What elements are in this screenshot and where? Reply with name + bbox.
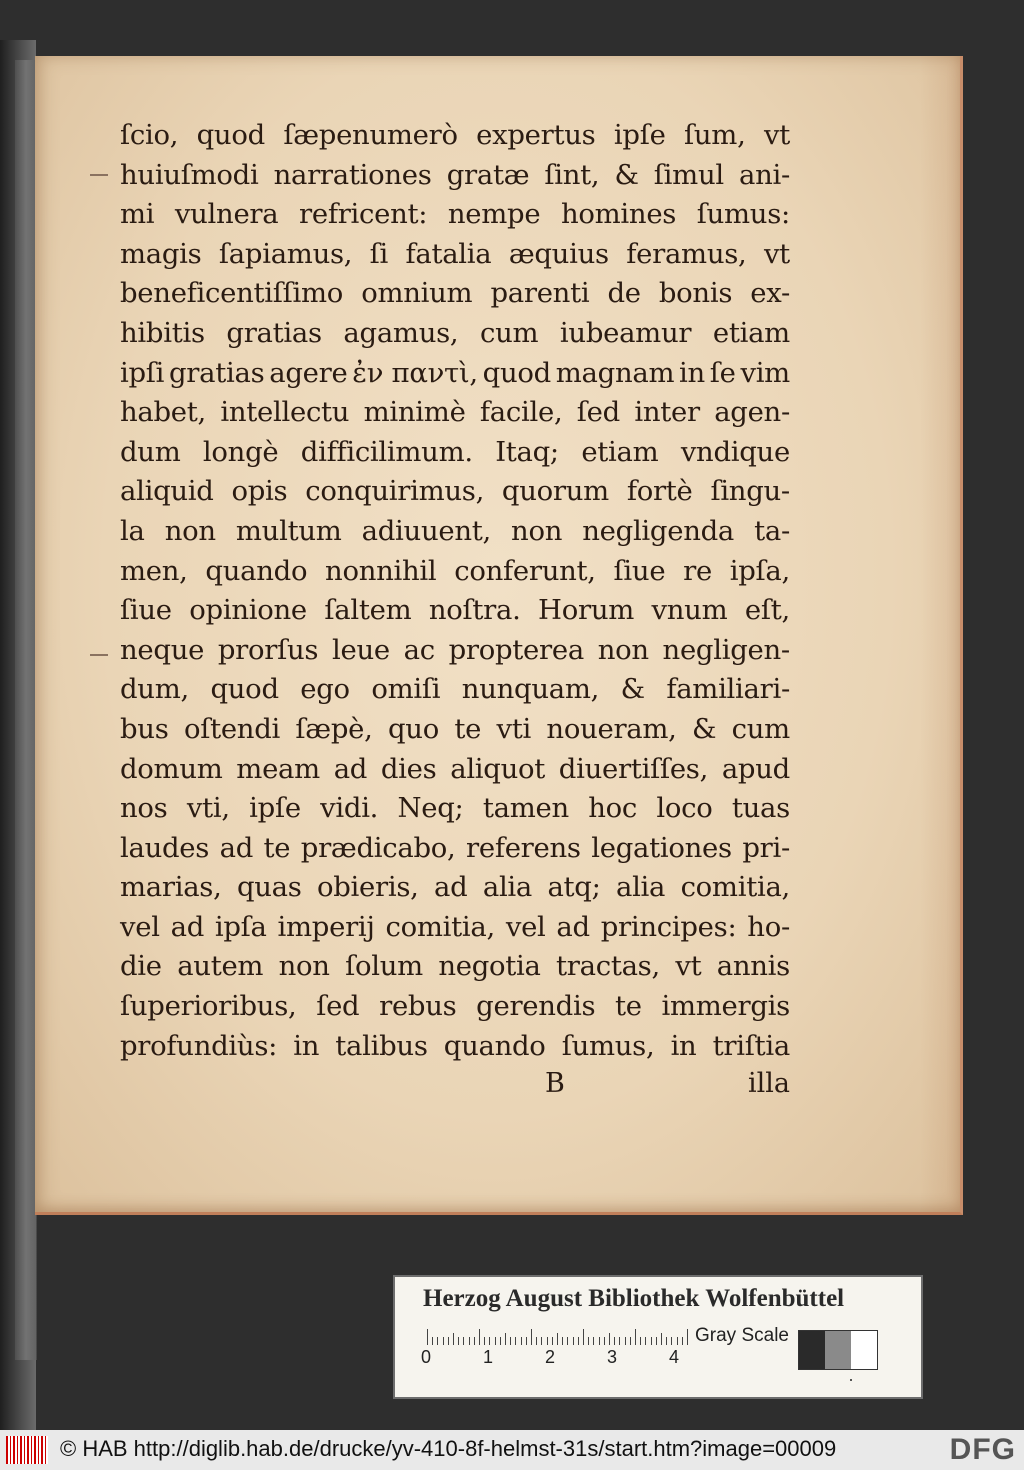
text-word: leue xyxy=(331,633,390,666)
gray-scale-swatches xyxy=(798,1330,878,1370)
text-word: te xyxy=(263,831,291,864)
ruler-tick xyxy=(484,1337,485,1345)
text-word: alia xyxy=(615,871,666,904)
ruler-tick xyxy=(479,1329,480,1345)
text-word: dum, xyxy=(120,673,189,706)
text-word: Neq; xyxy=(397,792,464,825)
text-word: ſingu- xyxy=(710,475,790,508)
text-word: legationes xyxy=(591,831,732,864)
text-line xyxy=(120,195,790,235)
ruler-tick xyxy=(604,1337,605,1345)
text-word: parenti xyxy=(490,277,590,310)
text-word: nempe xyxy=(447,198,541,231)
text-word: habet, xyxy=(120,396,206,429)
ruler-tick xyxy=(651,1337,652,1345)
text-word: Itaq; xyxy=(495,435,559,468)
text-word: marias, xyxy=(120,871,222,904)
text-word: huiuſmodi xyxy=(120,158,259,191)
ruler-tick xyxy=(521,1337,522,1345)
ruler-tick xyxy=(531,1329,532,1345)
ruler-tick xyxy=(510,1337,511,1345)
text-word: bonis xyxy=(658,277,733,310)
book-spine-shadow xyxy=(15,60,37,1360)
text-word: loco xyxy=(656,792,713,825)
text-line xyxy=(120,433,790,473)
gray-scale-label: Gray Scale xyxy=(695,1325,789,1346)
text-word: ipſi xyxy=(120,356,165,389)
text-word: ipſe xyxy=(249,792,301,825)
text-word: quas xyxy=(236,871,302,904)
ruler-tick xyxy=(536,1337,537,1345)
text-word: alia xyxy=(482,871,533,904)
text-word: ani- xyxy=(738,158,790,191)
text-word: men, xyxy=(120,554,188,587)
text-word: cum xyxy=(731,712,790,745)
text-word: talibus xyxy=(335,1029,428,1062)
ruler-tick xyxy=(625,1337,626,1345)
text-word: tuas xyxy=(731,792,790,825)
ruler-tick xyxy=(573,1337,574,1345)
text-word: hoc xyxy=(588,792,638,825)
text-line xyxy=(120,710,790,750)
text-word: atq; xyxy=(547,871,601,904)
ruler-number: 4 xyxy=(669,1347,680,1367)
margin-mark xyxy=(90,654,108,656)
text-word: non xyxy=(164,514,216,547)
text-word: quando xyxy=(205,554,308,587)
text-word: & xyxy=(614,158,639,191)
text-word: longè xyxy=(202,435,279,468)
library-color-card xyxy=(393,1275,923,1399)
ruler-tick xyxy=(661,1333,662,1345)
catchword: illa xyxy=(747,1068,790,1099)
text-line xyxy=(120,1027,790,1067)
text-word: fortè xyxy=(626,475,693,508)
margin-mark xyxy=(90,174,108,176)
text-line xyxy=(120,670,790,710)
text-word: quorum xyxy=(501,475,609,508)
text-word: ſuperioribus, xyxy=(120,990,297,1023)
text-word: ſed xyxy=(316,990,360,1023)
text-line xyxy=(120,393,790,433)
text-word: comitia, xyxy=(680,871,790,904)
text-word: ſapiamus, xyxy=(218,237,353,270)
text-line xyxy=(120,552,790,592)
text-word: ſiue xyxy=(613,554,666,587)
text-word: adiuuent, xyxy=(361,514,491,547)
text-line xyxy=(120,631,790,671)
ruler-tick xyxy=(453,1333,454,1345)
text-word: ad xyxy=(170,910,204,943)
ruler-tick xyxy=(547,1337,548,1345)
ruler-tick xyxy=(557,1333,558,1345)
text-word: oſtendi xyxy=(183,712,281,745)
ruler-tick xyxy=(541,1337,542,1345)
ruler-tick xyxy=(671,1337,672,1345)
text-word: ἐν παντὶ, xyxy=(352,356,478,389)
text-word: agere xyxy=(269,356,348,389)
ruler-tick xyxy=(427,1329,428,1345)
ruler-tick xyxy=(463,1337,464,1345)
text-word: negligenda xyxy=(582,514,735,547)
gray-swatch xyxy=(825,1331,851,1369)
text-line xyxy=(120,591,790,631)
text-line xyxy=(120,472,790,512)
text-line xyxy=(120,829,790,869)
ruler-tick xyxy=(443,1337,444,1345)
text-word: quando xyxy=(443,1029,546,1062)
ruler-tick xyxy=(489,1337,490,1345)
text-word: nos xyxy=(120,792,168,825)
text-word: in xyxy=(670,1029,697,1062)
ruler-tick xyxy=(567,1337,568,1345)
text-word: & xyxy=(620,673,645,706)
text-word: quo xyxy=(387,712,439,745)
ruler-tick xyxy=(495,1337,496,1345)
text-word: negotia xyxy=(438,950,541,983)
text-word: vndique xyxy=(680,435,790,468)
text-word: imperij xyxy=(277,910,375,943)
text-word: obieris, xyxy=(317,871,419,904)
ruler-tick xyxy=(469,1337,470,1345)
text-line xyxy=(120,789,790,829)
hab-logo-icon xyxy=(6,1436,48,1464)
text-word: quod xyxy=(196,119,265,151)
ruler-tick xyxy=(645,1337,646,1345)
ruler-number: 0 xyxy=(421,1347,432,1367)
ruler-tick xyxy=(677,1337,678,1345)
ruler-tick xyxy=(432,1337,433,1345)
text-word: ſi xyxy=(369,237,389,270)
text-word: prorſus xyxy=(217,633,319,666)
text-word: ad xyxy=(333,752,368,785)
text-word: ipſa, xyxy=(729,554,790,587)
text-word: ipſa xyxy=(214,910,267,943)
text-word: ac xyxy=(403,633,435,666)
text-word: triſtia xyxy=(712,1029,790,1062)
text-word: agamus, xyxy=(343,316,459,349)
text-word: ego xyxy=(300,673,350,706)
book-page xyxy=(35,56,963,1215)
text-word: magis xyxy=(120,237,202,270)
text-word: ad xyxy=(219,831,254,864)
text-line xyxy=(120,314,790,354)
text-line xyxy=(120,750,790,790)
text-word: fatalia xyxy=(405,237,492,270)
text-word: Horum xyxy=(538,594,635,627)
text-word: non xyxy=(597,633,649,666)
text-word: propterea xyxy=(448,633,584,666)
text-word: omiſi xyxy=(371,673,441,706)
text-word: tractas, xyxy=(556,950,660,983)
ruler-number: 1 xyxy=(483,1347,494,1367)
text-word: de xyxy=(607,277,641,310)
text-word: mi xyxy=(120,198,155,231)
text-word: vti, xyxy=(186,792,230,825)
text-word: conferunt, xyxy=(454,554,596,587)
ruler-tick xyxy=(619,1337,620,1345)
ruler-tick xyxy=(562,1337,563,1345)
text-word: die xyxy=(120,950,162,983)
text-word: vel xyxy=(505,910,546,943)
text-word: ſolum xyxy=(345,950,423,983)
text-word: ſæpenumerò xyxy=(283,119,458,151)
page-text xyxy=(120,116,790,1066)
text-word: non xyxy=(278,950,330,983)
card-dot xyxy=(850,1379,852,1381)
text-word: comitia, xyxy=(385,910,495,943)
text-word: vel xyxy=(120,910,160,943)
text-word: familiari- xyxy=(666,673,790,706)
ruler-tick xyxy=(578,1337,579,1345)
text-word: ſint, xyxy=(544,158,600,191)
viewer-footer xyxy=(0,1430,1024,1470)
ruler-tick xyxy=(609,1333,610,1345)
text-word: te xyxy=(454,712,482,745)
ruler-tick xyxy=(593,1337,594,1345)
text-word: in xyxy=(293,1029,320,1062)
text-word: feramus, xyxy=(626,237,747,270)
text-word: annis xyxy=(716,950,790,983)
ruler-tick xyxy=(458,1337,459,1345)
text-word: tamen xyxy=(482,792,569,825)
text-word: ſæpè, xyxy=(295,712,373,745)
text-word: la xyxy=(120,514,145,547)
text-word: expertus xyxy=(476,119,596,151)
text-word: te xyxy=(615,990,642,1023)
text-word: negligen- xyxy=(662,633,790,666)
text-word: apud xyxy=(721,752,790,785)
ruler-tick xyxy=(614,1337,615,1345)
text-word: ſum, xyxy=(684,119,746,151)
text-word: etiam xyxy=(712,316,790,349)
ruler-tick xyxy=(552,1337,553,1345)
ruler-tick xyxy=(687,1329,688,1345)
text-line xyxy=(120,908,790,948)
text-word: nonnihil xyxy=(325,554,437,587)
text-word: vim xyxy=(740,356,790,389)
text-word: narrationes xyxy=(273,158,432,191)
signature-mark: B xyxy=(545,1068,565,1099)
text-word: in xyxy=(679,356,705,389)
text-word: ad xyxy=(434,871,468,904)
text-word: noueram, xyxy=(546,712,677,745)
text-word: ho- xyxy=(747,910,790,943)
text-word: ſaltem xyxy=(324,594,412,627)
text-word: laudes xyxy=(120,831,210,864)
text-word: intellectu xyxy=(220,396,350,429)
text-word: cum xyxy=(479,316,539,349)
ruler-number: 3 xyxy=(607,1347,618,1367)
text-word: ipſe xyxy=(613,119,666,151)
text-word: dies xyxy=(380,752,437,785)
text-word: vt xyxy=(763,119,790,151)
text-word: vnum xyxy=(651,594,728,627)
text-word: gerendis xyxy=(476,990,596,1023)
text-word: ad xyxy=(556,910,590,943)
text-word: & xyxy=(692,712,717,745)
text-word: æquius xyxy=(508,237,609,270)
text-line xyxy=(120,116,790,156)
text-word: ſumus: xyxy=(696,198,790,231)
text-word: rebus xyxy=(379,990,457,1023)
text-word: aliquid xyxy=(120,475,214,508)
ruler xyxy=(421,1327,687,1371)
ruler-tick xyxy=(474,1337,475,1345)
text-word: meam xyxy=(236,752,320,785)
text-word: conquirimus, xyxy=(305,475,485,508)
text-word: bus xyxy=(120,712,169,745)
text-word: homines xyxy=(560,198,677,231)
text-word: vt xyxy=(675,950,702,983)
text-word: gratias xyxy=(169,356,265,389)
text-word: inter xyxy=(634,396,700,429)
dfg-logo: DFG xyxy=(949,1433,1016,1466)
ruler-tick xyxy=(526,1337,527,1345)
text-word: prædicabo, xyxy=(300,831,456,864)
text-word: opinione xyxy=(189,594,307,627)
text-word: omnium xyxy=(361,277,473,310)
text-word: dum xyxy=(120,435,181,468)
text-line xyxy=(120,354,790,394)
copyright-link[interactable]: © HAB http://diglib.hab.de/drucke/yv-410-8f-helmst-31s/start.htm?image=00009 xyxy=(60,1436,837,1461)
text-word: nunquam, xyxy=(461,673,600,706)
text-word: re xyxy=(683,554,712,587)
text-word: refricent: xyxy=(299,198,428,231)
text-word: etiam xyxy=(581,435,659,468)
ruler-tick xyxy=(682,1337,683,1345)
text-word: gratias xyxy=(226,316,322,349)
text-line xyxy=(120,947,790,987)
text-word: ſe xyxy=(709,356,736,389)
text-word: ſimul xyxy=(653,158,724,191)
text-word: vidi. xyxy=(320,792,379,825)
page-footer-line xyxy=(120,1068,790,1108)
text-word: multum xyxy=(235,514,342,547)
text-line xyxy=(120,274,790,314)
ruler-tick xyxy=(448,1337,449,1345)
ruler-tick xyxy=(515,1337,516,1345)
text-word: quod xyxy=(482,356,551,389)
library-name: Herzog August Bibliothek Wolfenbüttel xyxy=(423,1285,845,1312)
ruler-tick xyxy=(640,1337,641,1345)
ruler-tick xyxy=(500,1337,501,1345)
text-word: ſumus, xyxy=(561,1029,655,1062)
text-word: principes: xyxy=(600,910,737,943)
text-line xyxy=(120,512,790,552)
text-word: difficilimum. xyxy=(300,435,473,468)
text-word: ſed xyxy=(576,396,620,429)
ruler-number: 2 xyxy=(545,1347,556,1367)
text-word: ſiue xyxy=(120,594,172,627)
gray-swatch xyxy=(799,1331,825,1369)
text-word: beneficentiſſimo xyxy=(120,277,344,310)
text-word: ex- xyxy=(750,277,790,310)
ruler-tick xyxy=(505,1333,506,1345)
text-word: pri- xyxy=(742,831,790,864)
text-line xyxy=(120,235,790,275)
text-word: magnam xyxy=(555,356,675,389)
text-word: aliquot xyxy=(450,752,546,785)
text-word: ta- xyxy=(754,514,790,547)
ruler-tick xyxy=(656,1337,657,1345)
text-word: diuertiſſes, xyxy=(558,752,709,785)
text-word: quod xyxy=(210,673,279,706)
ruler-tick xyxy=(588,1337,589,1345)
text-word: domum xyxy=(120,752,223,785)
text-word: noſtra. xyxy=(428,594,521,627)
text-line xyxy=(120,987,790,1027)
ruler-tick xyxy=(630,1337,631,1345)
text-word: vt xyxy=(763,237,790,270)
text-word: opis xyxy=(231,475,288,508)
text-line xyxy=(120,868,790,908)
text-word: non xyxy=(511,514,563,547)
ruler-tick xyxy=(583,1329,584,1345)
text-word: vulnera xyxy=(174,198,279,231)
text-line xyxy=(120,156,790,196)
text-word: eſt, xyxy=(744,594,790,627)
ruler-tick xyxy=(599,1337,600,1345)
text-word: ſcio, xyxy=(120,119,179,151)
text-word: neque xyxy=(120,633,205,666)
text-word: hibitis xyxy=(120,316,205,349)
text-word: minimè xyxy=(363,396,466,429)
ruler-tick xyxy=(666,1337,667,1345)
text-word: vti xyxy=(496,712,531,745)
text-word: iubeamur xyxy=(559,316,692,349)
text-word: gratæ xyxy=(446,158,530,191)
ruler-tick xyxy=(437,1337,438,1345)
gray-swatch xyxy=(851,1331,877,1369)
text-word: autem xyxy=(177,950,264,983)
text-word: agen- xyxy=(714,396,790,429)
page-edge-tint xyxy=(920,56,960,1212)
text-word: immergis xyxy=(661,990,790,1023)
ruler-tick xyxy=(635,1329,636,1345)
text-word: profundiùs: xyxy=(120,1029,278,1062)
text-word: facile, xyxy=(479,396,563,429)
text-word: referens xyxy=(466,831,581,864)
